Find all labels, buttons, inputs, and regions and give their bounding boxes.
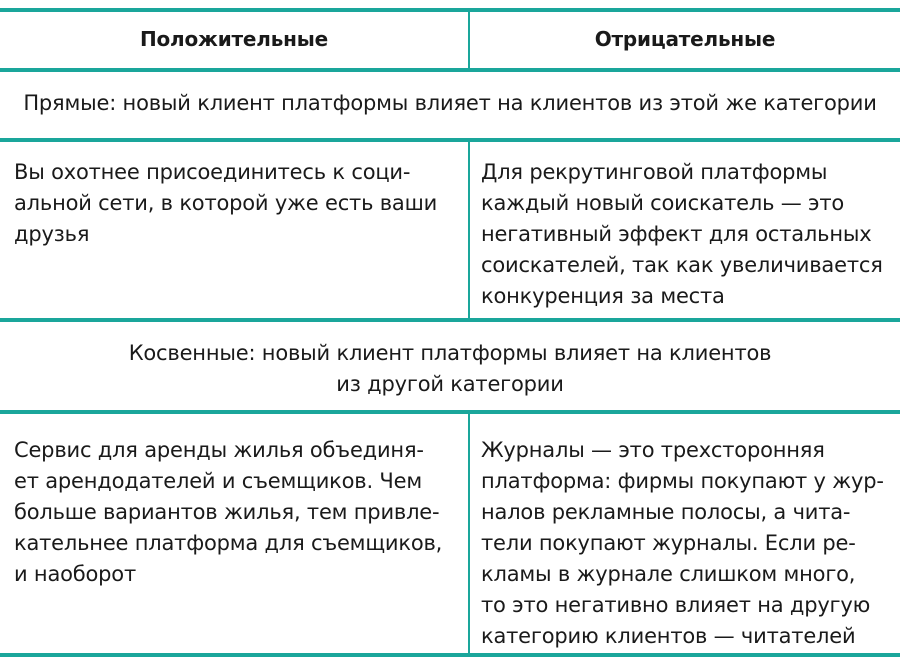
header-negative: Отрицательные [594, 27, 776, 51]
direct-title: Прямые: новый клиент платформы влияет на клиентов из этой же категории [23, 91, 877, 115]
rule-under-indirect-title [0, 410, 900, 414]
rule-under-direct-title [0, 138, 900, 142]
indirect-negative-text: Журналы — это трехсторонняя платформа: фирмы покупают у жур- налов рекламные полосы, а чита- тели покупают журналы. Если ре- кламы в журнале слишком много, то это негативно влияет на другую категорию клиентов — читателей [481, 438, 884, 648]
direct-negative-text: Для рекрутинговой платформы каждый новый соискатель — это негативный эффект для остальных соискателей, так как увеличивается конкуренция за места [481, 160, 883, 308]
divider-indirect [468, 412, 470, 655]
header-positive: Положительные [139, 27, 329, 51]
divider-direct [468, 140, 470, 320]
rule-under-header [0, 68, 900, 72]
rule-top [0, 8, 900, 12]
indirect-title: Косвенные: новый клиент платформы влияет на клиентов из другой категории [128, 341, 772, 396]
rule-under-direct-row [0, 318, 900, 322]
direct-positive-text: Вы охотнее присоединитесь к соци- альной сети, в которой уже есть ваши друзья [14, 160, 438, 246]
indirect-positive-text: Сервис для аренды жилья объединя- ет арендодателей и съемщиков. Чем больше вариантов жилья, тем привле- кательнее платформа для съемщиков, и наоборот [14, 438, 443, 586]
rule-bottom [0, 653, 900, 657]
